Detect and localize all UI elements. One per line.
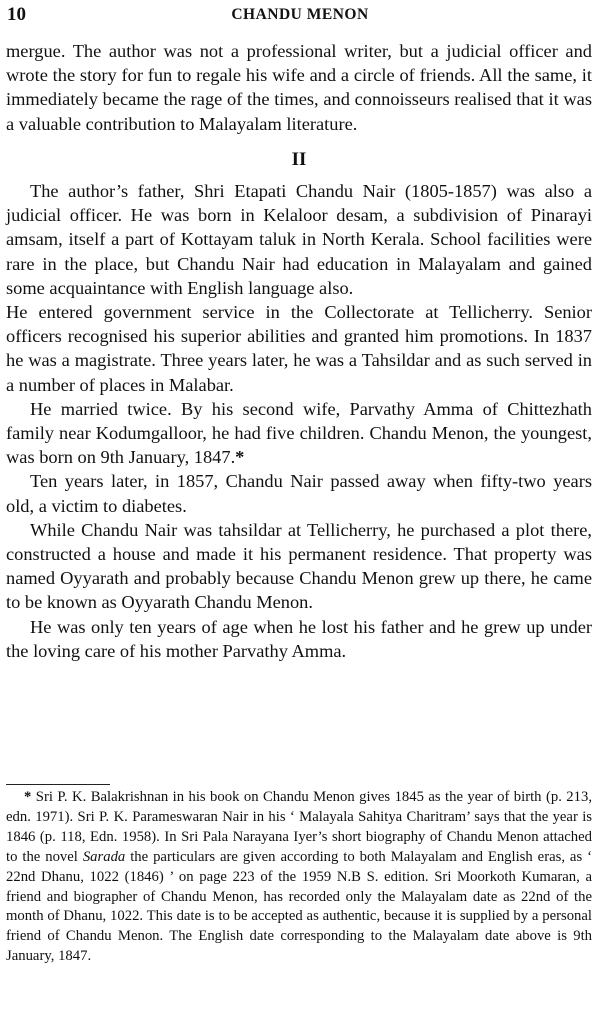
paragraph-3: He entered government service in the Collectorate at Tellicherry. Senior officers recognised his superior abilities and granted him promotions. In 1837 he was a magistrate. Three years later, he was a Tahsildar and as such served in a number of places in Malabar. — [6, 302, 592, 395]
body-text — [6, 39, 592, 663]
footnote-text-2: the particulars are given according to both Malayalam and English eras, as ‘ 22nd Dhanu, 1022 (1846) ’ on page 223 of the 1959 N.B S. edition. Sri Moorkoth Kumaran, a friend and biographer of Chandu Menon, has recorded only the Malayalam date as 22nd of the month of Dhanu, 1022. This date is to be accepted as authentic, because it is supplied by a personal friend of Chandu Menon. The English date corresponding to the Malayalam date above is 9th January, 1847. — [6, 848, 593, 965]
paragraph-5: Ten years later, in 1857, Chandu Nair passed away when fifty-two years old, a victim to diabetes. — [6, 471, 592, 516]
footnote-text-1: Sri P. K. Balakrishnan in his book on Chandu Menon gives 1845 as the year of birth (p. 213, edn. 1971). Sri P. K. Parameswaran Nair in his ‘ Malayala Sahitya Charitram’ says that the year is 1846 (p. 118, Edn. 1958). In Sri Pala Narayana Iyer’s short biography of Chandu Menon attached to the novel — [6, 789, 592, 865]
footnote-star: * — [24, 789, 32, 805]
paragraph-4 — [6, 397, 592, 470]
paragraph-4-text: He married twice. By his second wife, Parvathy Amma of Chittezhath family near Kodumgalloor, he had five children. Chandu Menon, the youngest, was born on 9th January, 1847. — [6, 398, 592, 468]
section-numeral: II — [291, 148, 307, 170]
page-number: 10 — [7, 4, 26, 25]
footnote-paragraph — [6, 788, 592, 967]
footnote — [6, 788, 592, 967]
footnote-divider — [6, 784, 110, 785]
paragraph-2: The author’s father, Shri Etapati Chandu Nair (1805-1857) was also a judicial officer. He was born in Kelaloor desam, a subdivision of Pinarayi amsam, itself a part of Kottayam taluk in North Kerala. School facilities were rare in the place, but Chandu Nair had education in Malayalam and gained some acquaintance with English language also. — [6, 181, 592, 298]
footnote-marker: * — [235, 447, 245, 468]
paragraph-7: He was only ten years of age when he lost his father and he grew up under the loving care of his mother Parvathy Amma. — [6, 616, 592, 661]
paragraph-1: mergue. The author was not a professional writer, but a judicial officer and wrote the story for fun to regale his wife and a circle of friends. All the same, it immediately became the rage of the times, and connoisseurs realised that it was a valuable contribution to Malayalam literature. — [6, 41, 592, 134]
page-header — [0, 4, 600, 28]
paragraph-6: While Chandu Nair was tahsildar at Tellicherry, he purchased a plot there, constructed a house and made it his permanent residence. That property was named Oyyarath and probably because Chandu Menon grew up there, he came to be known as Oyyarath Chandu Menon. — [6, 519, 592, 613]
footnote-book-title: Sarada — [82, 848, 126, 865]
running-head: CHANDU MENON — [231, 6, 369, 23]
